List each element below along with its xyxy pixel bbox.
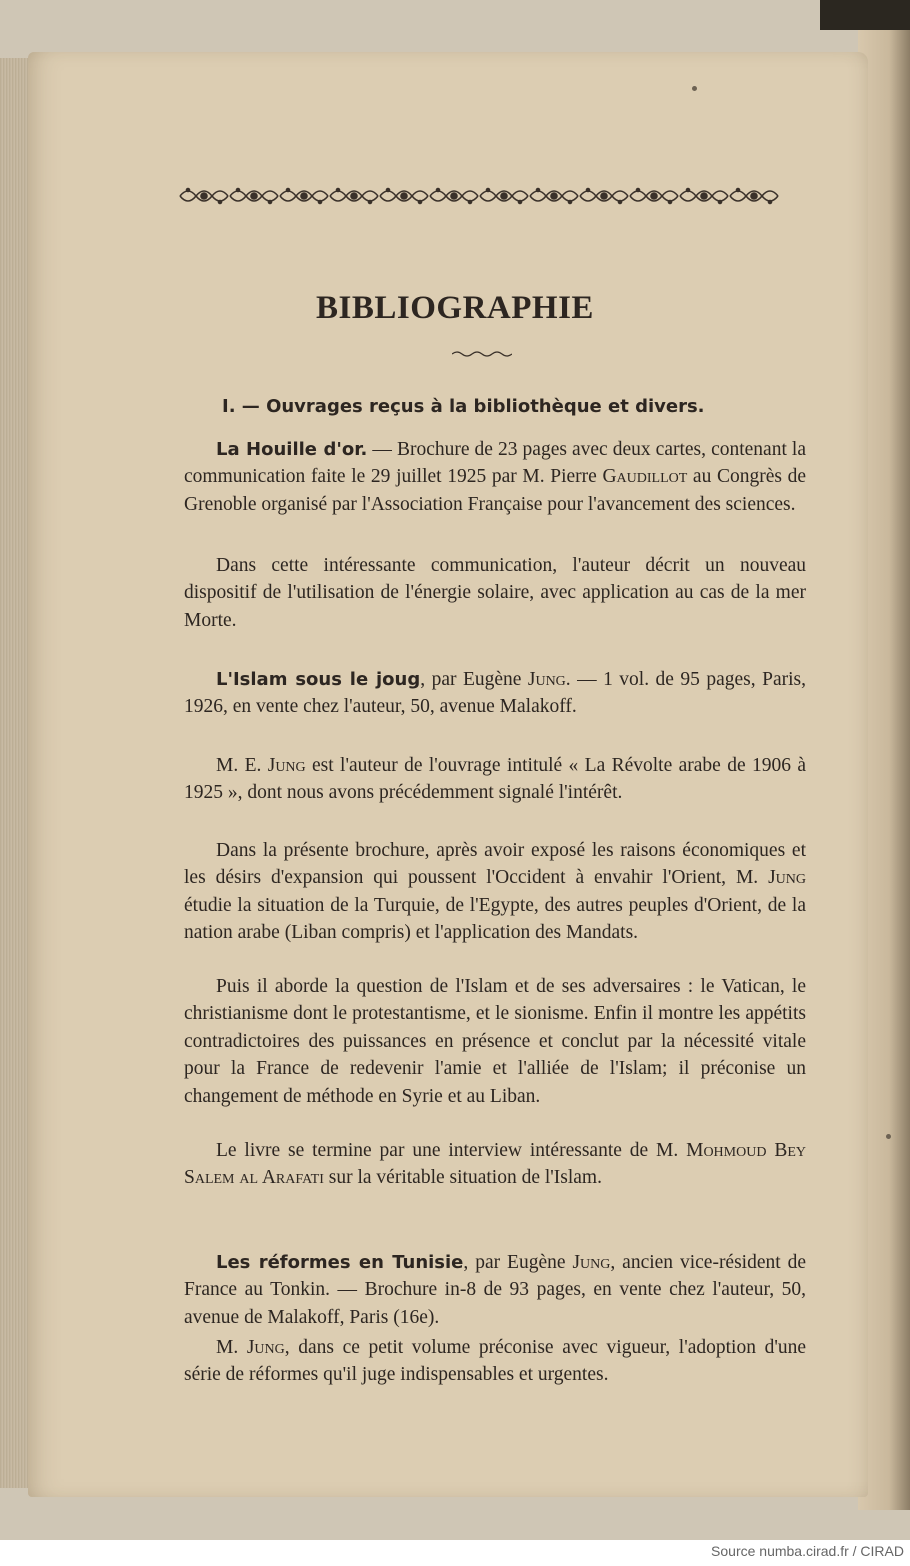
entry-paragraph bbox=[184, 837, 806, 947]
entry-text: est l'auteur de l'ouvrage intitulé « La Révolte arabe de 1906 à 1925 », dont nous avons précédemment signalé l'intérêt. bbox=[184, 755, 806, 804]
entry-title: L'Islam sous le joug bbox=[216, 669, 421, 690]
entry-text: au Congrès de Grenoble organisé par l'Association Française pour l'avancement des sciences. bbox=[184, 466, 806, 515]
entry-islam-sous-le-joug bbox=[184, 666, 806, 721]
entry-author: Jung bbox=[768, 867, 806, 889]
entry-text: — Brochure de 23 pages avec deux cartes, contenant la communication faite le 29 juillet 1925 par M. Pierre bbox=[184, 439, 806, 488]
paper-speck bbox=[886, 1134, 891, 1139]
entry-title: La Houille d'or. bbox=[216, 439, 368, 460]
title-wavy-rule bbox=[452, 350, 512, 358]
entry-reformes-en-tunisie bbox=[184, 1249, 806, 1331]
entry-paragraph bbox=[184, 752, 806, 807]
entry-text: . — 1 vol. de 95 pages, Paris, 1926, en vente chez l'auteur, 50, avenue Malakoff. bbox=[184, 669, 806, 718]
book-binding bbox=[820, 0, 910, 30]
entry-paragraph: Puis il aborde la question de l'Islam et de ses adversaires : le Vatican, le christianisme dont le protestantisme, et le sionisme. Enfin il montre les appétits contradictoires des puissances en présence et conclut par la nécessité vitale pour la France de redevenir l'amie et l'alliée de l'Islam; il préconise un changement de méthode en Syrie et au Liban. bbox=[184, 976, 806, 1107]
entry-text: M. E. bbox=[216, 755, 268, 776]
entry-paragraph bbox=[184, 1334, 806, 1389]
entry-author: Jung bbox=[267, 755, 306, 776]
entry-text: Le livre se termine par une interview intéressante de M. bbox=[216, 1140, 687, 1161]
entry-text: , par Eugène bbox=[420, 669, 528, 690]
entry-houille-dor bbox=[184, 436, 806, 518]
entry-title: Les réformes en Tunisie bbox=[216, 1252, 464, 1273]
entry-text: M. bbox=[216, 1337, 247, 1358]
entry-text: étudie la situation de la Turquie, de l'Egypte, des autres peuples d'Orient, de la nation arabe (Liban compris) et l'application des Mandats. bbox=[184, 894, 806, 944]
entry-text: , dans ce petit volume préconise avec vigueur, l'adoption d'une série de réformes qu'il juge indispensables et urgentes. bbox=[184, 1337, 806, 1386]
entry-text: Dans la présente brochure, après avoir exposé les raisons économiques et les désirs d'expansion qui poussent l'Occident à envahir l'Orient, M. bbox=[184, 840, 806, 889]
person-name: Mohmoud Bey Salem al Arafati bbox=[184, 1140, 806, 1189]
section-heading: I. — Ouvrages reçus à la bibliothèque et divers. bbox=[222, 396, 705, 417]
entry-text: , par Eugène bbox=[463, 1252, 573, 1273]
source-credit: Source numba.cirad.fr / CIRAD bbox=[711, 1543, 904, 1559]
entry-author: Gaudillot bbox=[602, 466, 688, 488]
decorative-ornament-band bbox=[178, 178, 798, 214]
entry-text: , ancien vice-résident de France au Tonkin. — Brochure in-8 de 93 pages, en vente chez l'auteur, 50, avenue de Malakoff, Paris (16e). bbox=[184, 1252, 806, 1328]
page-title: BIBLIOGRAPHIE bbox=[316, 290, 594, 326]
entry-text: sur la véritable situation de l'Islam. bbox=[323, 1167, 602, 1189]
entry-author: Jung bbox=[572, 1252, 611, 1273]
entry-author: Jung bbox=[527, 669, 566, 690]
paper-speck bbox=[692, 86, 697, 91]
entry-paragraph: Dans cette intéressante communication, l'auteur décrit un nouveau dispositif de l'utilisation de l'énergie solaire, avec application au cas de la mer Morte. bbox=[184, 555, 806, 631]
entry-paragraph bbox=[184, 1137, 806, 1192]
entry-author: Jung bbox=[246, 1337, 285, 1358]
